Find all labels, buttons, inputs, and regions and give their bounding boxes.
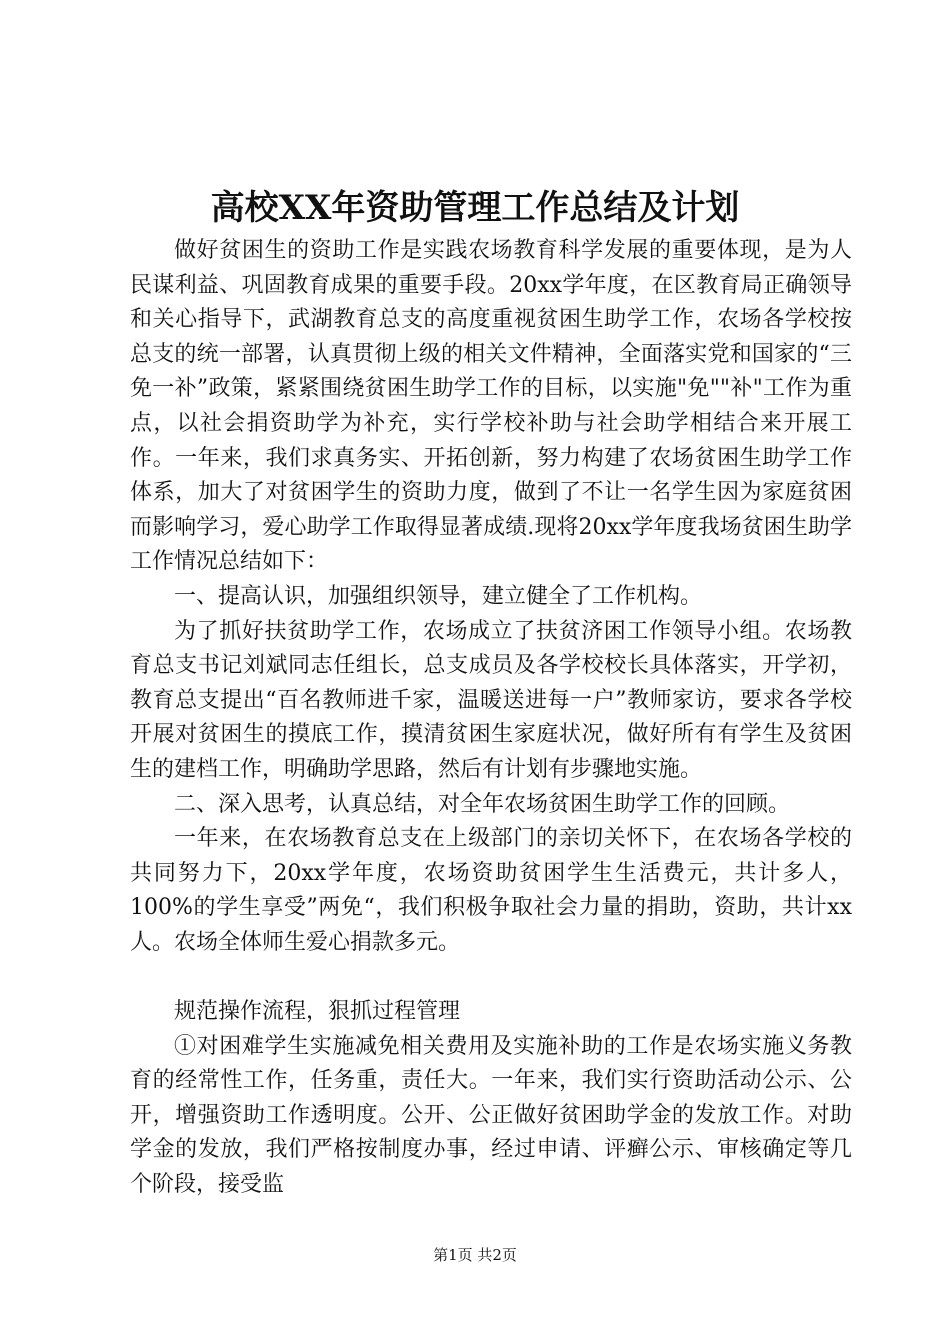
paragraph-intro: 做好贫困生的资助工作是实践农场教育科学发展的重要体现，是为人民谋利益、巩固教育成果的重要手段。20xx学年度，在区教育局正确领导和关心指导下，武湖教育总支的高度重视贫困生助学工作，农场各学校按总支的统一部署，认真贯彻上级的相关文件精神，全面落实党和国家的“三免一补”政策，紧紧围绕贫困生助学工作的目标，以实施"免""补"工作为重点，以社会捐资助学为补充，实行学校补助与社会助学相结合来开展工作。一年来，我们求真务实、开拓创新，努力构建了农场贫困生助学工作体系，加大了对贫困学生的资助力度，做到了不让一名学生因为家庭贫困而影响学习，爱心助学工作取得显著成绩.现将20xx学年度我场贫困生助学工作情况总结如下： bbox=[130, 238, 852, 575]
paragraph-review: 一年来，在农场教育总支在上级部门的亲切关怀下，在农场各学校的共同努力下，20xx学年度，农场资助贫困学生生活费元，共计多人，100%的学生享受”两免“，我们积极争取社会力量的捐助，资助，共计xx人。农场全体师生爱心捐款多元。 bbox=[130, 826, 852, 955]
page-number-footer: 第1页 共2页 bbox=[433, 1246, 517, 1264]
paragraph-section-heading-1: 一、提高认识，加强组织领导，建立健全了工作机构。 bbox=[174, 583, 703, 609]
paragraph-organization: 为了抓好扶贫助学工作，农场成立了扶贫济困工作领导小组。农场教育总支书记刘斌同志任组长，总支成员及各学校校长具体落实，开学初，教育总支提出“百名教师进千家，温暖送进每一户”教师家访，要求各学校开展对贫困生的摸底工作，摸清贫困生家庭状况，做好所有有学生及贫困生的建档工作，明确助学思路，然后有计划有步骤地实施。 bbox=[130, 618, 852, 782]
paragraph-subheading-process: 规范操作流程，狠抓过程管理 bbox=[174, 999, 461, 1025]
paragraph-process-detail: ①对困难学生实施减免相关费用及实施补助的工作是农场实施义务教育的经常性工作，任务重，责任大。一年来，我们实行资助活动公示、公开，增强资助工作透明度。公开、公正做好贫困助学金的发放工作。对助学金的发放，我们严格按制度办事，经过申请、评癣公示、审核确定等几个阶段，接受监 bbox=[130, 1033, 852, 1198]
document-body bbox=[130, 234, 852, 1203]
document-title: 高校XX年资助管理工作总结及计划 bbox=[210, 188, 740, 228]
paragraph-section-heading-2: 二、深入思考，认真总结，对全年农场贫困生助学工作的回顾。 bbox=[174, 791, 791, 817]
